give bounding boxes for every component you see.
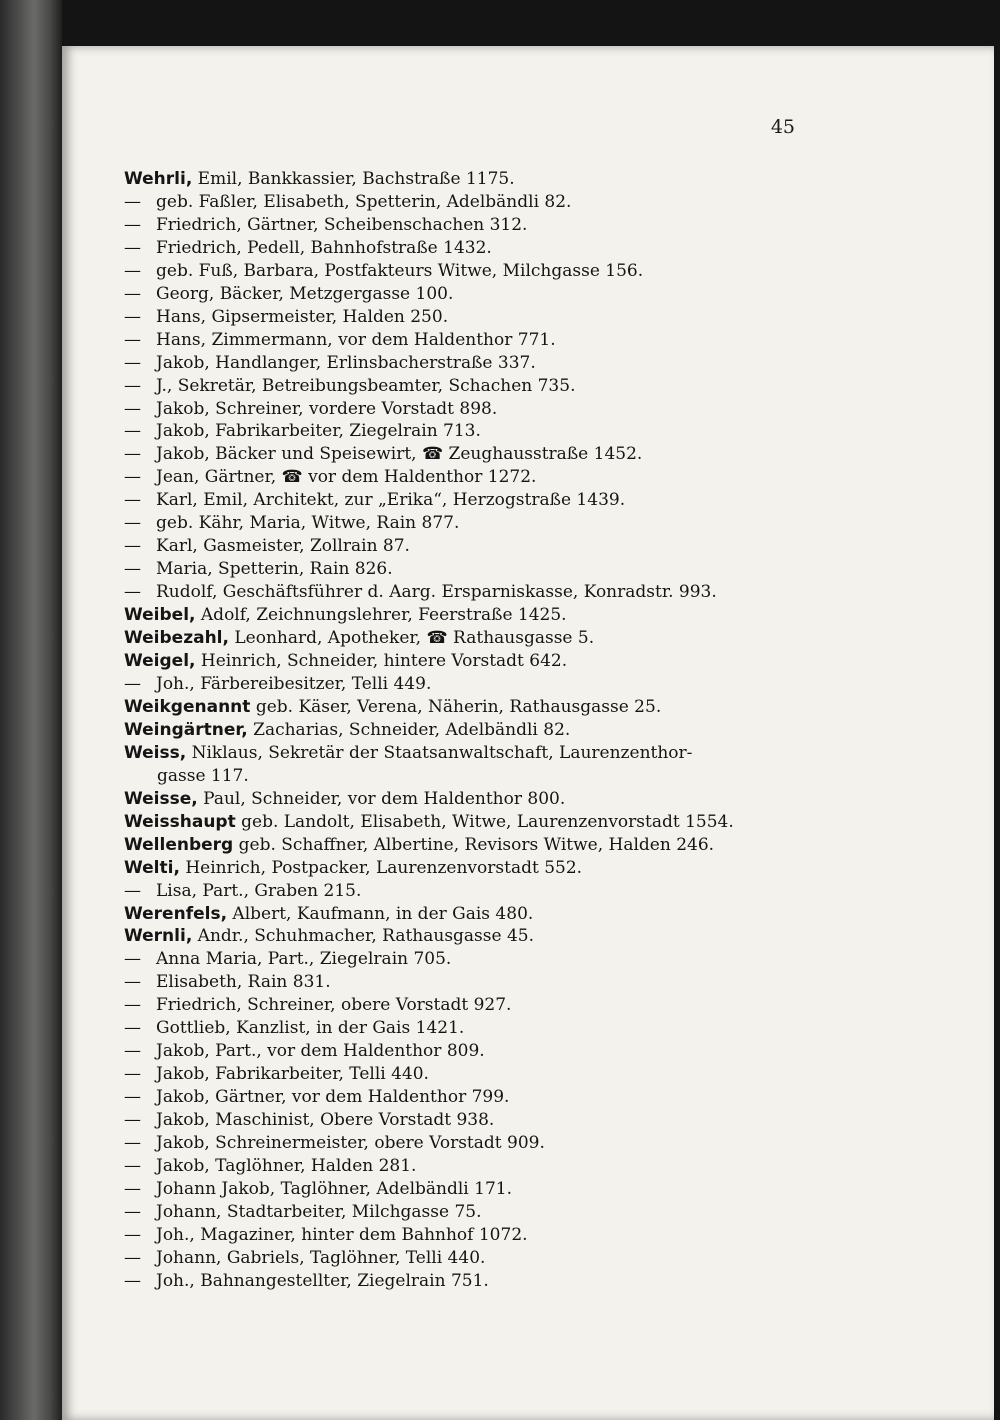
entry-details: Joh., Färbereibesitzer, Telli 449. (156, 673, 432, 694)
entry-details: Leonhard, Apotheker, ☎ Rathausgasse 5. (228, 628, 595, 649)
entry-details: gasse 117. (157, 765, 249, 786)
entry-surname: Weibezahl, (124, 628, 229, 649)
address-directory-list (124, 168, 799, 1293)
entry-dash: — (124, 490, 141, 511)
entry-dash: — (124, 237, 141, 258)
directory-entry (124, 1017, 799, 1040)
directory-entry (124, 283, 799, 306)
directory-entry (124, 352, 799, 375)
entry-details: Adolf, Zeichnungslehrer, Feerstraße 1425. (195, 605, 567, 626)
entry-dash: — (124, 673, 141, 694)
directory-entry (124, 214, 799, 237)
previous-page-edge (0, 0, 62, 1420)
directory-entry (124, 443, 799, 466)
directory-entry (124, 329, 799, 352)
directory-entry (124, 971, 799, 994)
directory-entry (124, 535, 799, 558)
entry-dash: — (124, 1247, 141, 1268)
entry-dash: — (124, 1087, 141, 1108)
entry-details: Andr., Schuhmacher, Rathausgasse 45. (192, 926, 535, 947)
entry-dash: — (124, 398, 141, 419)
entry-dash: — (124, 467, 141, 488)
directory-entry (124, 673, 799, 696)
entry-surname: Weigel, (124, 651, 196, 672)
entry-details: Friedrich, Pedell, Bahnhofstraße 1432. (156, 237, 492, 258)
directory-entry (124, 696, 799, 719)
entry-details: Emil, Bankkassier, Bachstraße 1175. (192, 169, 515, 189)
directory-entry (124, 237, 799, 260)
directory-entry (124, 375, 799, 398)
entry-details: Heinrich, Postpacker, Laurenzenvorstadt 552. (179, 857, 583, 878)
directory-entry (124, 880, 799, 903)
entry-dash: — (124, 306, 141, 327)
entry-dash: — (124, 1064, 141, 1085)
entry-surname: Weikgenannt (124, 696, 251, 717)
entry-details: Hans, Zimmermann, vor dem Haldenthor 771. (156, 329, 556, 350)
entry-details: Joh., Magaziner, hinter dem Bahnhof 1072. (156, 1224, 528, 1245)
entry-details: Heinrich, Schneider, hintere Vorstadt 642. (195, 651, 568, 672)
entry-dash: — (124, 1018, 141, 1039)
directory-entry (124, 857, 799, 880)
entry-details: geb. Fuß, Barbara, Postfakteurs Witwe, Milchgasse 156. (156, 260, 644, 281)
entry-surname: Weingärtner, (124, 719, 248, 740)
entry-surname: Weisse, (124, 788, 198, 809)
directory-entry (124, 925, 799, 948)
directory-entry (124, 1224, 799, 1247)
entry-details: Jakob, Schreiner, vordere Vorstadt 898. (156, 398, 498, 419)
entry-dash: — (124, 214, 141, 235)
entry-dash: — (124, 191, 141, 212)
entry-dash: — (124, 1110, 141, 1131)
entry-details: geb. Schaffner, Albertine, Revisors Witwe, Halden 246. (233, 834, 715, 855)
directory-entry (124, 168, 799, 191)
entry-details: Friedrich, Schreiner, obere Vorstadt 927. (156, 995, 512, 1016)
entry-dash: — (124, 559, 141, 580)
entry-details: Jakob, Schreinermeister, obere Vorstadt 909. (156, 1133, 545, 1154)
entry-details: Jean, Gärtner, ☎ vor dem Haldenthor 1272. (156, 467, 537, 488)
entry-details: Gottlieb, Kanzlist, in der Gais 1421. (156, 1018, 465, 1039)
directory-entry (124, 1178, 799, 1201)
directory-entry (124, 306, 799, 329)
directory-entry (124, 994, 799, 1017)
entry-dash: — (124, 444, 141, 465)
entry-dash: — (124, 536, 141, 557)
entry-details: J., Sekretär, Betreibungsbeamter, Schachen 735. (156, 375, 576, 396)
entry-details: Hans, Gipsermeister, Halden 250. (156, 306, 449, 327)
entry-details: Albert, Kaufmann, in der Gais 480. (227, 903, 534, 924)
entry-dash: — (124, 1270, 141, 1291)
directory-entry (124, 398, 799, 421)
entry-dash: — (124, 1041, 141, 1062)
entry-details: geb. Faßler, Elisabeth, Spetterin, Adelbändli 82. (156, 191, 572, 212)
entry-details: Karl, Emil, Architekt, zur „Erika“, Herzogstraße 1439. (156, 490, 626, 511)
directory-entry (124, 489, 799, 512)
entry-dash: — (124, 375, 141, 396)
entry-details: Jakob, Maschinist, Obere Vorstadt 938. (156, 1110, 495, 1131)
entry-details: Elisabeth, Rain 831. (156, 972, 331, 993)
directory-entry (124, 788, 799, 811)
entry-details: Jakob, Handlanger, Erlinsbacherstraße 337. (156, 352, 536, 373)
entry-dash: — (124, 1178, 141, 1199)
entry-dash: — (124, 260, 141, 281)
directory-entry (124, 834, 799, 857)
entry-details: Johann, Gabriels, Taglöhner, Telli 440. (156, 1247, 486, 1268)
entry-details: Johann, Stadtarbeiter, Milchgasse 75. (156, 1201, 482, 1222)
entry-details: Karl, Gasmeister, Zollrain 87. (156, 536, 410, 557)
entry-details: Friedrich, Gärtner, Scheibenschachen 312. (156, 214, 528, 235)
entry-surname: Werenfels, (124, 903, 228, 924)
directory-entry (124, 191, 799, 214)
entry-dash: — (124, 972, 141, 993)
directory-entry (124, 650, 799, 673)
entry-dash: — (124, 352, 141, 373)
entry-details: geb. Käser, Verena, Näherin, Rathausgasse 25. (250, 696, 662, 717)
entry-surname: Wernli, (124, 926, 193, 947)
directory-entry (124, 627, 799, 650)
entry-details: Paul, Schneider, vor dem Haldenthor 800. (197, 788, 566, 809)
entry-details: Johann Jakob, Taglöhner, Adelbändli 171. (156, 1178, 512, 1199)
entry-dash: — (124, 329, 141, 350)
entry-surname: Wehrli, (124, 169, 193, 189)
entry-surname: Weiss, (124, 742, 187, 763)
directory-entry (124, 1040, 799, 1063)
directory-entry (124, 512, 799, 535)
directory-entry (124, 466, 799, 489)
entry-dash: — (124, 421, 141, 442)
directory-entry (124, 581, 799, 604)
entry-details: Lisa, Part., Graben 215. (156, 880, 362, 901)
entry-dash: — (124, 949, 141, 970)
directory-entry (124, 1086, 799, 1109)
entry-dash: — (124, 995, 141, 1016)
entry-details: Maria, Spetterin, Rain 826. (156, 559, 393, 580)
page-number: 45 (770, 116, 795, 138)
directory-entry (124, 1063, 799, 1086)
entry-details: Zacharias, Schneider, Adelbändli 82. (247, 719, 571, 740)
entry-dash: — (124, 880, 141, 901)
entry-dash: — (124, 1224, 141, 1245)
entry-surname: Wellenberg (124, 834, 234, 855)
directory-entry (124, 420, 799, 443)
entry-details: Georg, Bäcker, Metzgergasse 100. (156, 283, 454, 304)
directory-entry (124, 1201, 799, 1224)
directory-entry (124, 742, 799, 765)
entry-dash: — (124, 1133, 141, 1154)
directory-entry (124, 903, 799, 926)
entry-dash: — (124, 513, 141, 534)
entry-details: Joh., Bahnangestellter, Ziegelrain 751. (156, 1270, 489, 1291)
entry-details: Jakob, Bäcker und Speisewirt, ☎ Zeughausstraße 1452. (156, 444, 643, 465)
entry-details: Anna Maria, Part., Ziegelrain 705. (156, 949, 452, 970)
entry-details: Jakob, Part., vor dem Haldenthor 809. (156, 1041, 485, 1062)
directory-entry (124, 604, 799, 627)
entry-dash: — (124, 582, 141, 603)
entry-details: Jakob, Gärtner, vor dem Haldenthor 799. (156, 1087, 510, 1108)
directory-entry (124, 1270, 799, 1293)
entry-surname: Welti, (124, 857, 180, 878)
entry-details: geb. Landolt, Elisabeth, Witwe, Laurenzenvorstadt 1554. (235, 811, 734, 832)
entry-details: Rudolf, Geschäftsführer d. Aarg. Ersparniskasse, Konradstr. 993. (156, 582, 717, 603)
directory-entry (124, 948, 799, 971)
entry-dash: — (124, 1155, 141, 1176)
entry-dash: — (124, 1201, 141, 1222)
entry-surname: Weisshaupt (124, 811, 236, 832)
directory-entry (124, 1132, 799, 1155)
entry-details: Jakob, Fabrikarbeiter, Telli 440. (156, 1064, 429, 1085)
directory-entry (124, 719, 799, 742)
directory-entry (124, 1109, 799, 1132)
entry-details: geb. Kähr, Maria, Witwe, Rain 877. (156, 513, 460, 534)
entry-details: Jakob, Fabrikarbeiter, Ziegelrain 713. (156, 421, 481, 442)
entry-surname: Weibel, (124, 605, 196, 626)
entry-details: Jakob, Taglöhner, Halden 281. (156, 1155, 417, 1176)
entry-dash: — (124, 283, 141, 304)
directory-entry (124, 811, 799, 834)
directory-entry (124, 260, 799, 283)
entry-details: Niklaus, Sekretär der Staatsanwaltschaft, Laurenzenthor- (186, 742, 693, 763)
directory-entry (124, 765, 799, 788)
directory-entry (124, 1247, 799, 1270)
directory-entry (124, 1155, 799, 1178)
directory-entry (124, 558, 799, 581)
